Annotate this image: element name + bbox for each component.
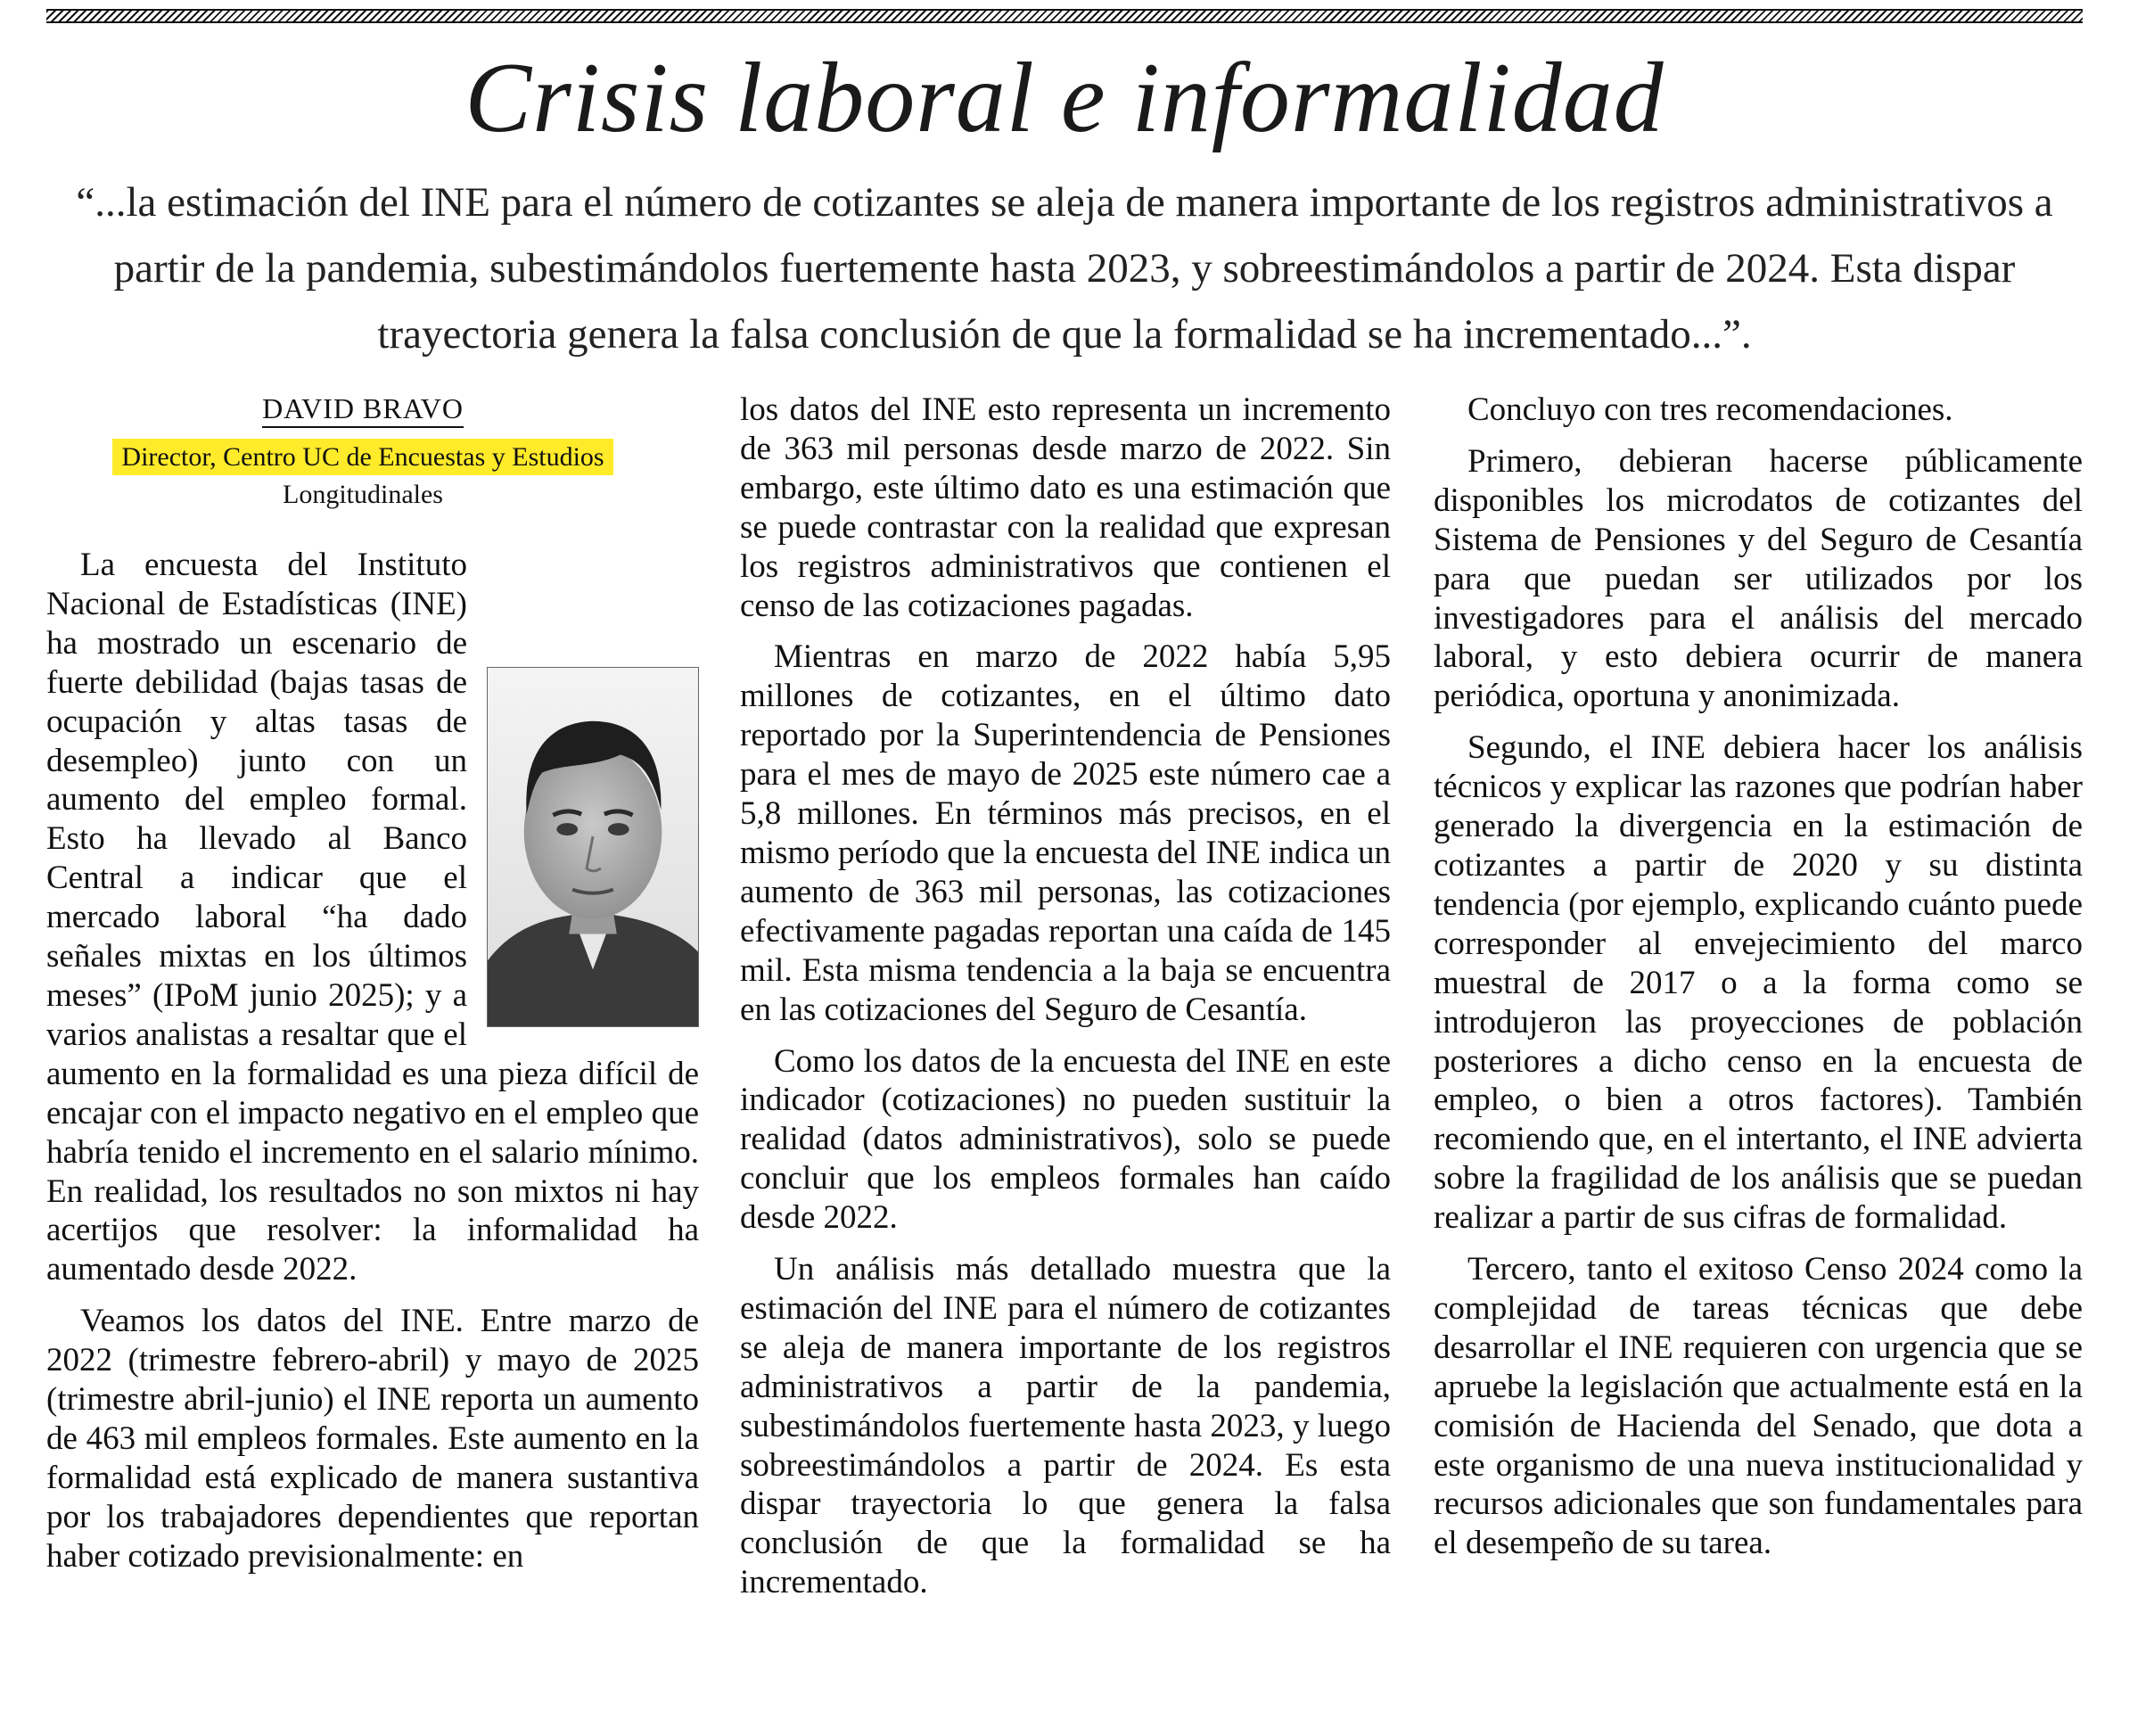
paragraph: Como los datos de la encuesta del INE en este indicador (cotizaciones) no pueden sustituir la realidad (datos administrativos), solo se puede concluir que los empleos formales han caído desde 2022.	[740, 1042, 1391, 1237]
highlighted-author-title: Director, Centro UC de Encuestas y Estudios	[112, 439, 612, 475]
paragraph: Concluyo con tres recomendaciones.	[1467, 391, 1953, 428]
author-role	[46, 439, 679, 514]
article-column-1	[46, 546, 699, 1576]
article-column-2	[740, 391, 1391, 1602]
paragraph: Veamos los datos del INE. Entre marzo de 2022 (trimestre febrero-abril) y mayo de 2025 (trimestre abril-junio) el INE reporta un aumento de 463 mil empleos formales. Este aumento en la formalidad está explicado de manera sustantiva por los trabajadores dependientes que reportan haber cotizado previsionalmente: en	[46, 1303, 699, 1575]
paragraph: los datos del INE esto representa un incremento de 363 mil personas desde marzo de 2022. Sin embargo, este último dato es una estimación que se puede contrastar con la realidad que expresan los registros administrativos que contienen el censo de las cotizaciones pagadas.	[740, 391, 1391, 624]
article-headline: Crisis laboral e informalidad	[464, 43, 1665, 153]
paragraph: Tercero, tanto el exitoso Censo 2024 como la complejidad de tareas técnicas que debe desarrollar el INE requieren con urgencia que se apruebe la legislación que actualmente está en la comisión de Hacienda del Senado, que dota a este organismo de una nueva institucionalidad y recursos adicionales que son fundamentales para el desempeño de su tarea.	[1434, 1251, 2083, 1562]
paragraph: Segundo, el INE debiera hacer los análisis técnicos y explicar las razones que podrían haber generado la divergencia en la estimación de cotizantes a partir de 2020 y su distinta tendencia (por ejemplo, explicando cuánto puede corresponder al envejecimiento del marco muestral de 2017 o a la forma como se introdujeron las proyecciones de población posteriores a dicho censo en la encuesta de empleo, o bien a otros factores). También recomiendo que, en el intertanto, el INE advierta sobre la fragilidad de los análisis que se puedan realizar a partir de sus cifras de formalidad.	[1434, 729, 2083, 1237]
author-title-continuation: Longitudinales	[283, 480, 443, 509]
decorative-top-rule	[46, 9, 2083, 23]
article-column-3	[1434, 391, 2083, 1563]
paragraph: Primero, debieran hacerse públicamente disponibles los microdatos de cotizantes del Sistema de Pensiones y del Seguro de Cesantía para que puedan ser utilizados por los investigadores para el análisis del mercado laboral, y esto debiera ocurrir de manera periódica, oportuna y anonimizada.	[1434, 442, 2083, 715]
paragraph: Mientras en marzo de 2022 había 5,95 millones de cotizantes, en el último dato reportado por la Superintendencia de Pensiones para el mes de mayo de 2025 este número cae a 5,8 millones. En términos más precisos, en el mismo período que la encuesta del INE indica un aumento de 363 mil personas, las cotizaciones efectivamente pagadas reportan una caída de 145 mil. Esta misma tendencia a la baja se encuentra en las cotizaciones del Seguro de Cesantía.	[740, 638, 1391, 1028]
pull-quote: “...la estimación del INE para el número de cotizantes se aleja de manera importante de los registros administrativos a partir de la pandemia, subestimándolos fuertemente hasta 2023, y sobreestimándolos a partir de 2024. Esta dispar trayectoria genera la falsa conclusión de que la formalidad se ha incrementado...”.	[76, 179, 2053, 358]
author-photo	[487, 667, 699, 1027]
paragraph: La encuesta del Instituto Nacional de Estadísticas (INE) ha mostrado un escenario de fuerte debilidad (bajas tasas de ocupación y altas tasas de desempleo) junto con un aumento del empleo formal. Esto ha llevado al Banco Central a indicar que el mercado laboral “ha dado señales mixtas en los últimos meses” (IPoM junio 2025); y a varios analistas a resaltar que el aumento en la formalidad es una pieza difícil de encajar con el impacto negativo en el empleo que habría tenido el incremento en el salario mínimo. En realidad, los resultados no son mixtos ni hay acertijos que resolver: la informalidad ha aumentado desde 2022.	[46, 547, 699, 1288]
portrait-image	[488, 668, 698, 1026]
author-name: DAVID BRAVO	[262, 392, 464, 428]
author-byline	[46, 391, 679, 426]
paragraph: Un análisis más detallado muestra que la estimación del INE para el número de cotizantes se aleja de manera importante de los registros administrativos a partir de la pandemia, subestimándolos fuertemente hasta 2023, y luego sobreestimándolos a partir de 2024. Es esta dispar trayectoria lo que genera la falsa conclusión de que la formalidad se ha incrementado.	[740, 1251, 1391, 1601]
